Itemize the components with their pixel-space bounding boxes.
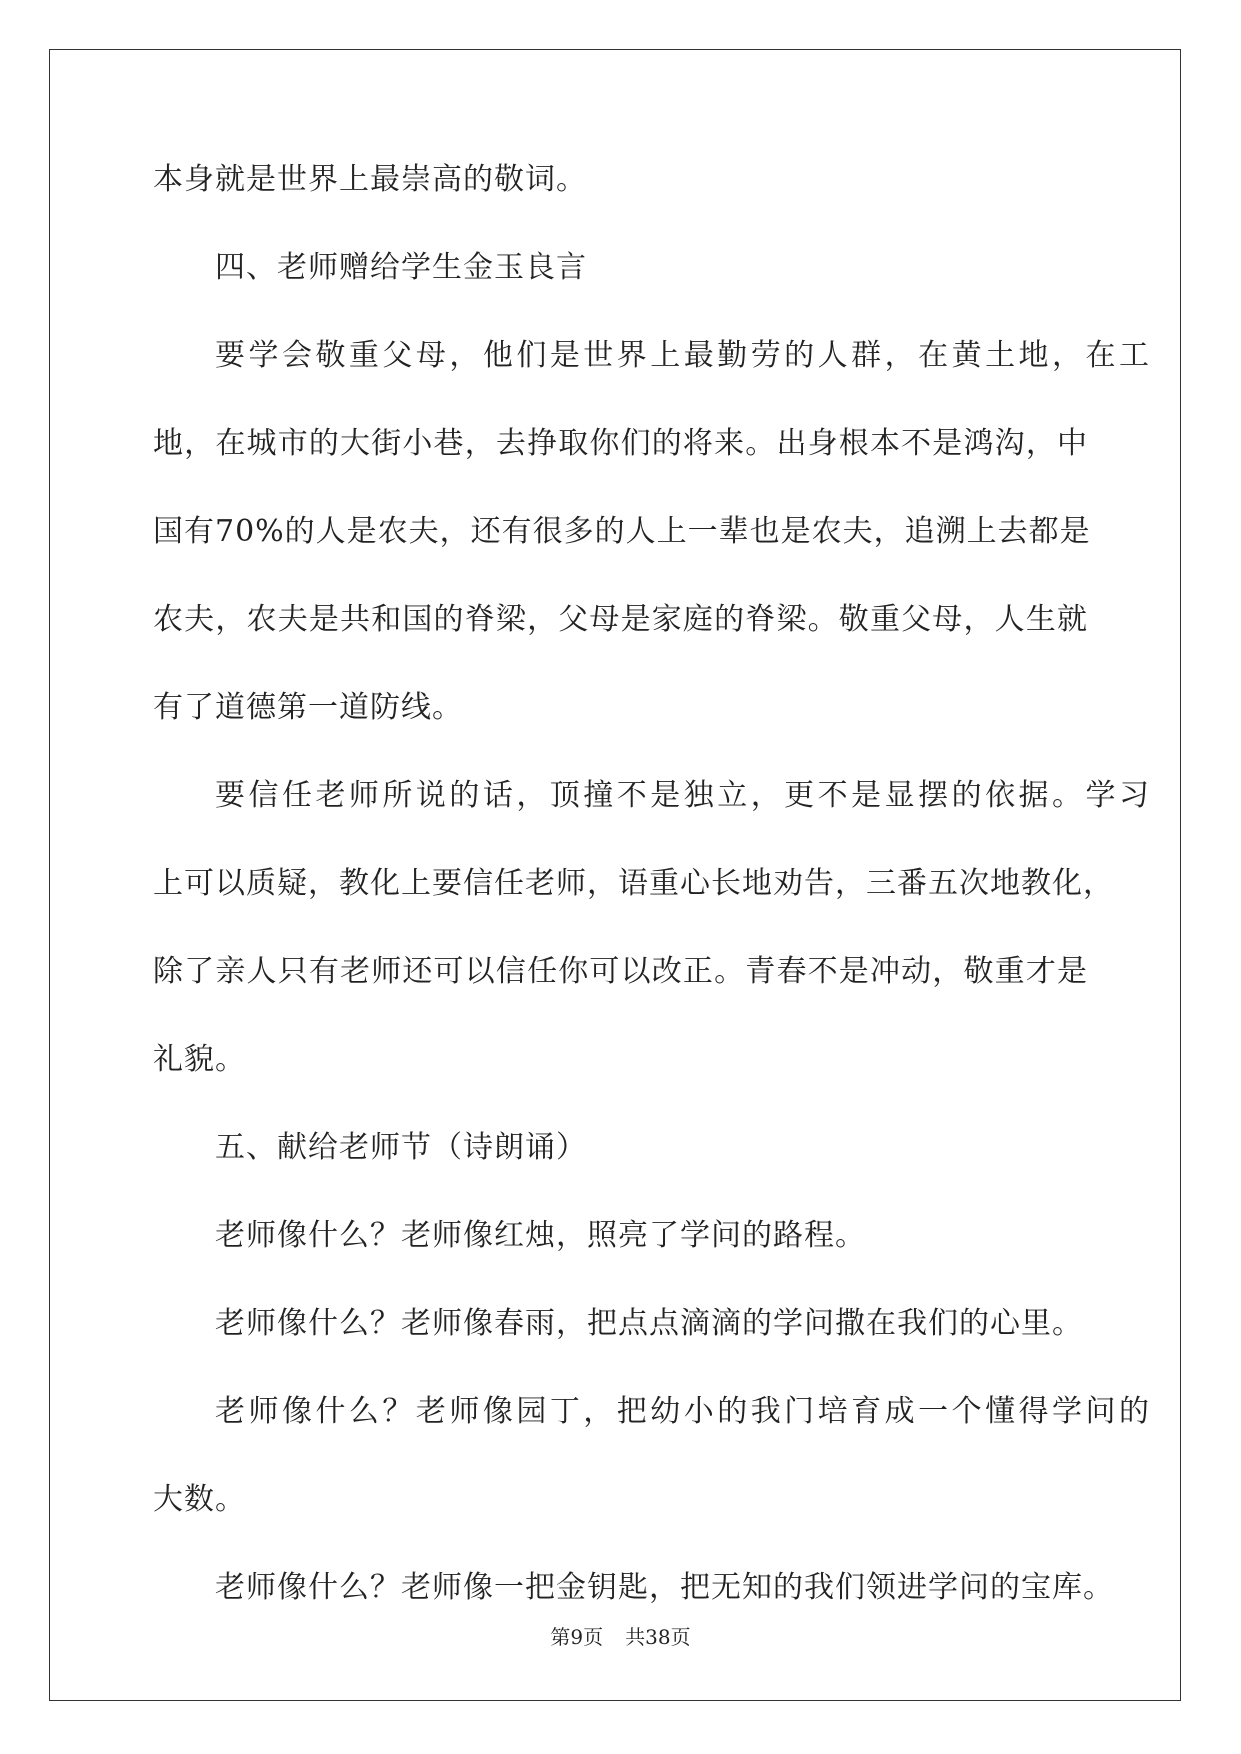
poem-line: 大数。: [153, 1482, 246, 1517]
paragraph-line: 要学会敬重父母，他们是世界上最勤劳的人群，在黄土地，在工: [215, 338, 1150, 373]
paragraph-line: 本身就是世界上最崇高的敬词。: [153, 162, 587, 197]
paragraph-line: 农夫，农夫是共和国的脊梁，父母是家庭的脊梁。敬重父母，人生就: [153, 602, 1088, 637]
paragraph-line: 有了道德第一道防线。: [153, 690, 463, 725]
page-footer: [0, 1625, 1241, 1649]
section-heading: 四、老师赠给学生金玉良言: [215, 250, 587, 285]
paragraph-line: 上可以质疑，教化上要信任老师，语重心长地劝告，三番五次地教化，: [153, 866, 1114, 901]
section-heading: 五、献给老师节（诗朗诵）: [215, 1130, 587, 1165]
page-total: 共38页: [625, 1625, 691, 1649]
page-number: 第9页: [550, 1625, 604, 1649]
poem-line: 老师像什么？老师像春雨，把点点滴滴的学问撒在我们的心里。: [215, 1306, 1083, 1341]
poem-line: 老师像什么？老师像园丁，把幼小的我门培育成一个懂得学问的: [215, 1394, 1150, 1429]
paragraph-line: 除了亲人只有老师还可以信任你可以改正。青春不是冲动，敬重才是: [153, 954, 1088, 989]
poem-line: 老师像什么？老师像一把金钥匙，把无知的我们领进学问的宝库。: [215, 1570, 1114, 1605]
paragraph-line: 礼貌。: [153, 1042, 246, 1077]
paragraph-line: 地，在城市的大街小巷，去挣取你们的将来。出身根本不是鸿沟，中: [153, 426, 1088, 461]
poem-line: 老师像什么？老师像红烛，照亮了学问的路程。: [215, 1218, 866, 1253]
paragraph-line: 国有70%的人是农夫，还有很多的人上一辈也是农夫，追溯上去都是: [153, 514, 1091, 549]
paragraph-line: 要信任老师所说的话，顶撞不是独立，更不是显摆的依据。学习: [215, 778, 1150, 813]
